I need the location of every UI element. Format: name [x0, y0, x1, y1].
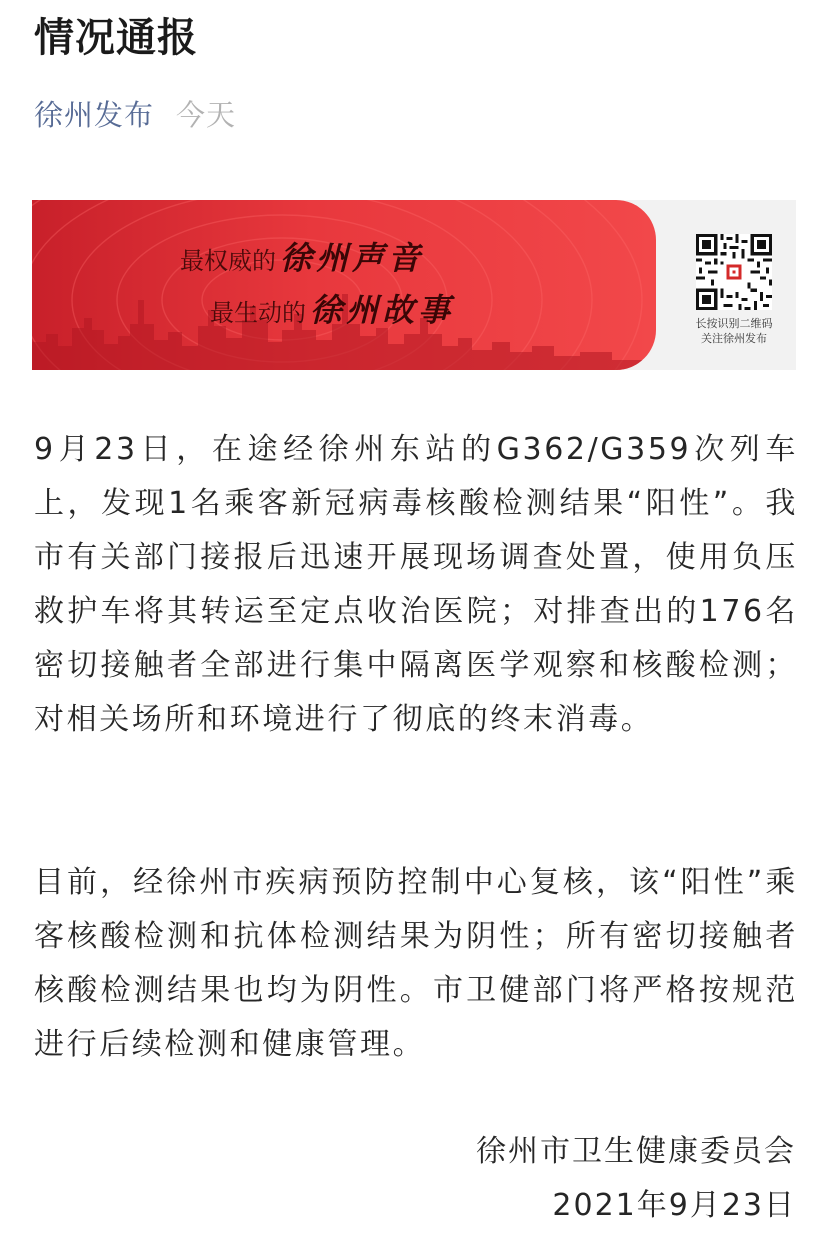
body-paragraph-2: 目前，经徐州市疾病预防控制中心复核，该“阳性”乘客核酸检测和抗体检测结果为阴性；所有密切接触者核酸检测结果也均为阴性。市卫健部门将严格按规范进行后续检测和健康管理。: [34, 865, 798, 1062]
banner-slogan-line2: 最生动的 徐州故事: [210, 291, 455, 329]
qr-code-icon[interactable]: [696, 234, 772, 310]
signature-organization: 徐州市卫生健康委员会: [476, 1134, 796, 1169]
qr-caption: 长按识别二维码 关注徐州发布: [695, 317, 773, 345]
banner-slogan-line1: 最权威的 徐州声音: [180, 239, 425, 277]
promo-banner: [32, 200, 796, 370]
publish-date: 今天: [176, 98, 237, 132]
body-paragraph-1: 9月23日，在途经徐州东站的G362/G359次列车上，发现1名乘客新冠病毒核酸检测结果“阳性”。我市有关部门接报后迅速开展现场调查处置，使用负压救护车将其转运至定点收治医院；对排查出的176名密切接触者全部进行集中隔离医学观察和核酸检测；对相关场所和环境进行了彻底的终末消毒。: [34, 432, 798, 737]
banner-red-area: [32, 200, 656, 370]
article-meta: [34, 94, 236, 136]
article-title: 情况通报: [34, 15, 198, 61]
account-name-link[interactable]: 徐州发布: [34, 98, 155, 132]
signature-date: 2021年9月23日: [552, 1188, 796, 1223]
